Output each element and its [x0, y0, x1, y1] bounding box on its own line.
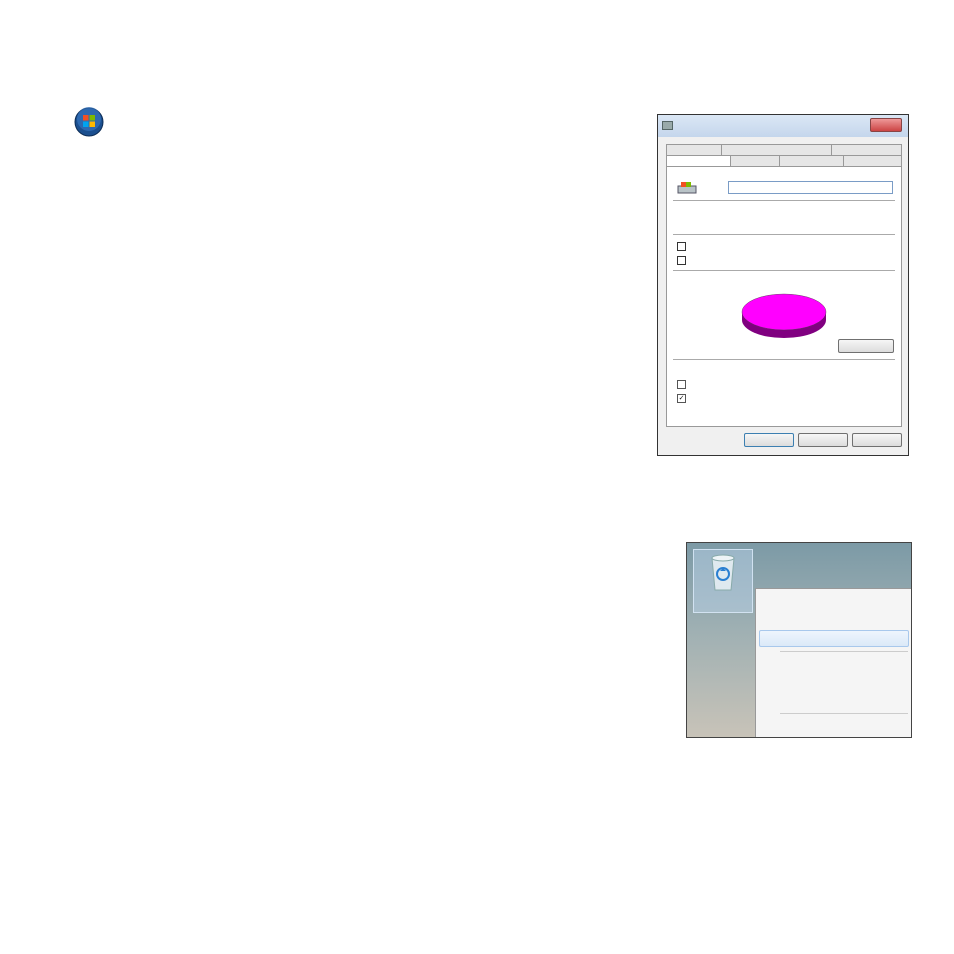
ok-button[interactable] [744, 433, 794, 447]
free-color-swatch [677, 256, 686, 265]
general-panel [666, 166, 902, 427]
recycle-bin-icon [709, 552, 737, 592]
index-checkbox[interactable]: ✓ [678, 395, 685, 402]
menu-separator [780, 713, 908, 714]
compress-checkbox[interactable] [677, 380, 686, 389]
divider [673, 200, 895, 201]
divider [673, 270, 895, 271]
tab-general[interactable] [666, 155, 731, 166]
step-1-text [70, 107, 108, 145]
cancel-button[interactable] [798, 433, 848, 447]
used-color-swatch [677, 242, 686, 251]
drive-icon [662, 121, 673, 130]
disk-cleanup-button[interactable] [838, 339, 894, 353]
apply-button[interactable] [852, 433, 902, 447]
disk-usage-pie [739, 291, 829, 341]
menu-separator [780, 651, 908, 652]
menu-highlight [759, 630, 909, 647]
divider [673, 234, 895, 235]
disk-properties-dialog [657, 114, 909, 456]
recycle-bin-desktop-item[interactable] [693, 549, 753, 613]
drive-icon [677, 181, 697, 197]
dialog-titlebar [658, 115, 908, 137]
drive-name-input[interactable] [728, 181, 893, 194]
close-button[interactable] [870, 118, 902, 132]
windows-start-icon [74, 107, 104, 145]
context-menu [755, 588, 912, 738]
recycle-bin-screenshot [686, 542, 912, 738]
divider [673, 359, 895, 360]
